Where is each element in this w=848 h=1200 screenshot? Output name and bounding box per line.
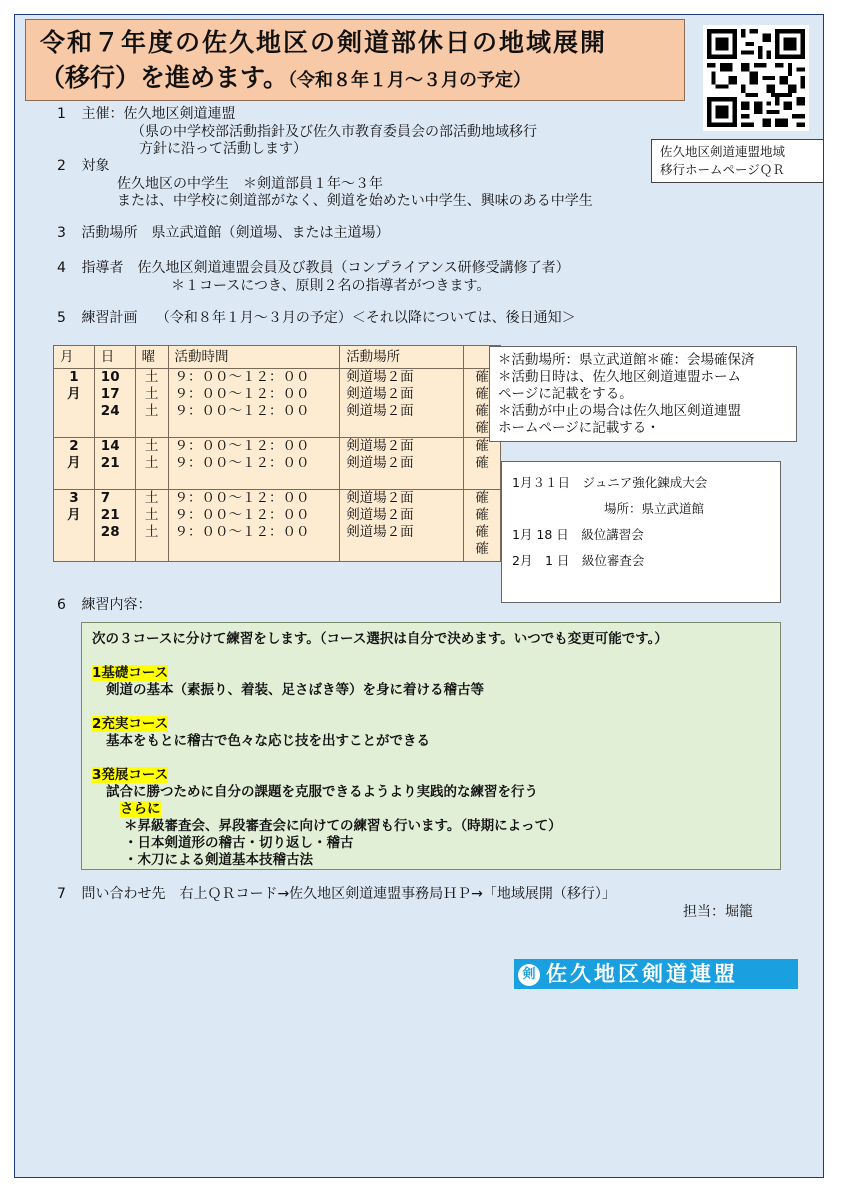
header-place: 活動場所 <box>340 346 464 369</box>
section-7-heading: 7 問い合わせ先 右上ＱＲコード→佐久地区剣道連盟事務局ＨＰ→「地域展開（移行）」 <box>57 886 616 902</box>
course-1-title <box>92 665 770 682</box>
event-3: 2月 1 日 級位審査会 <box>512 553 645 568</box>
section-1-heading: 1 主催：佐久地区剣道連盟 <box>57 106 236 122</box>
time-cell: ９：００〜１２：００ ９：００〜１２：００ <box>168 438 340 490</box>
section-2-heading: 2 対象 <box>57 158 110 174</box>
day-cell: 10 17 24 <box>94 369 135 438</box>
title-line-2-period: （令和８年１月〜３月の予定） <box>288 70 532 91</box>
title-line-1: 令和７年度の佐久地区の剣道部休日の地域展開 <box>40 28 608 57</box>
schedule-table <box>53 345 501 562</box>
header-dow: 曜 <box>135 346 168 369</box>
course-3-title <box>92 767 770 784</box>
month-cell: 2 月 <box>54 438 95 490</box>
dow-cell: 土 土 <box>135 438 168 490</box>
table-row <box>54 369 501 438</box>
course-3-more <box>92 801 770 818</box>
time-cell: ９：００〜１２：００ ９：００〜１２：００ ９：００〜１２：００ <box>168 369 340 438</box>
table-row <box>54 438 501 490</box>
section-5-label: 練習計画 <box>81 310 138 326</box>
schedule-header-row <box>54 346 501 369</box>
event-1: 1月３１日 ジュニア強化錬成大会 <box>512 475 708 490</box>
status-cell: 確 確 確 確 <box>464 369 501 438</box>
course-box <box>81 622 781 870</box>
section-6-label: 練習内容： <box>81 597 152 613</box>
section-2-label: 対象 <box>81 158 110 174</box>
note-line-1: ＊活動場所：県立武道館＊確：会場確保済 <box>498 352 755 368</box>
header-month: 月 <box>54 346 95 369</box>
course-3-more-text: さらに <box>120 801 161 817</box>
logo-text: 佐久地区剣道連盟 <box>546 962 738 986</box>
course-3-item-1: ＊昇級審査会、昇段審査会に向けての練習も行います。（時期によって） <box>124 818 562 834</box>
header-time: 活動時間 <box>168 346 340 369</box>
table-row <box>54 490 501 562</box>
course-1-text: 剣道の基本（素振り、着装、足さばき等）を身に着ける稽古等 <box>106 682 484 698</box>
section-4-heading: 4 指導者 佐久地区剣道連盟会員及び教員（コンプライアンス研修受講修了者） <box>57 260 570 276</box>
place-cell: 剣道場２面 剣道場２面 剣道場２面 <box>340 490 464 562</box>
time-cell: ９：００〜１２：００ ９：００〜１２：００ ９：００〜１２：００ <box>168 490 340 562</box>
qr-code-icon[interactable] <box>703 25 809 131</box>
section-3-text: 県立武道館（剣道場、または主道場） <box>151 225 390 241</box>
section-1-line-2: （県の中学校部活動指針及び佐久市教育委員会の部活動地域移行 <box>131 124 537 140</box>
qr-caption-line-1: 佐久地区剣道連盟地域 <box>660 144 786 159</box>
section-7-label: 問い合わせ先 <box>81 886 166 902</box>
section-5-text: （令和８年１月〜３月の予定）＜それ以降については、後日通知＞ <box>155 310 576 326</box>
note-line-4: ＊活動が中止の場合は佐久地区剣道連盟 <box>498 403 741 419</box>
kendo-emblem-icon: 剣 <box>518 964 540 986</box>
dow-cell: 土 土 土 <box>135 369 168 438</box>
federation-logo <box>514 959 798 989</box>
notes-box <box>489 346 797 442</box>
section-1-line-3: 方針に沿って活動します） <box>139 141 307 157</box>
section-5-heading: 5 練習計画 （令和８年１月〜３月の予定）＜それ以降については、後日通知＞ <box>57 310 576 326</box>
note-line-5: ホームページに記載する・ <box>498 420 660 436</box>
header-day: 日 <box>94 346 135 369</box>
place-cell: 剣道場２面 剣道場２面 <box>340 438 464 490</box>
course-2-text: 基本をもとに稽古で色々な応じ技を出すことができる <box>106 733 430 749</box>
event-1-place: 場所：県立武道館 <box>604 501 705 516</box>
course-2-title-text: 2充実コース <box>92 716 169 732</box>
section-6-heading: 6 練習内容： <box>57 597 152 613</box>
events-box <box>501 461 781 603</box>
title-line-2 <box>40 60 674 99</box>
qr-caption-line-2: 移行ホームページＱＲ <box>660 162 785 177</box>
note-line-3: ページに記載をする。 <box>498 386 633 402</box>
note-line-2: ＊活動日時は、佐久地区剣道連盟ホーム <box>498 369 741 385</box>
month-cell: 3 月 <box>54 490 95 562</box>
course-1-title-text: 1基礎コース <box>92 665 169 681</box>
month-cell: 1 月 <box>54 369 95 438</box>
section-2-line-2: 佐久地区の中学生 ＊剣道部員１年〜３年 <box>117 176 383 192</box>
flyer-page <box>14 14 824 1178</box>
section-2-line-3: または、中学校に剣道部がなく、剣道を始めたい中学生、興味のある中学生 <box>117 193 593 209</box>
course-3-item-2: ・日本剣道形の稽古・切り返し・稽古 <box>124 835 354 851</box>
dow-cell: 土 土 土 <box>135 490 168 562</box>
section-4-line-2: ＊１コースにつき、原則２名の指導者がつきます。 <box>171 278 491 294</box>
section-3-label: 活動場所 <box>81 225 138 241</box>
section-3-heading: 3 活動場所 県立武道館（剣道場、または主道場） <box>57 225 390 241</box>
day-cell: 7 21 28 <box>94 490 135 562</box>
course-intro: 次の３コースに分けて練習をします。（コース選択は自分で決めます。いつでも変更可能です。） <box>92 631 668 647</box>
course-2-title <box>92 716 770 733</box>
status-cell: 確 確 <box>464 438 501 490</box>
day-cell: 14 21 <box>94 438 135 490</box>
title-box <box>25 19 685 101</box>
section-1-label: 主催：佐久地区剣道連盟 <box>81 106 236 122</box>
course-3-title-text: 3発展コース <box>92 767 169 783</box>
title-line-2-main: （移行）を進めます。 <box>40 63 289 92</box>
section-4-text: 佐久地区剣道連盟会員及び教員（コンプライアンス研修受講修了者） <box>137 260 570 276</box>
course-3-text: 試合に勝つために自分の課題を克服できるようより実践的な練習を行う <box>106 784 538 800</box>
status-cell: 確 確 確 確 <box>464 490 501 562</box>
section-4-label: 指導者 <box>81 260 124 276</box>
place-cell: 剣道場２面 剣道場２面 剣道場２面 <box>340 369 464 438</box>
course-3-item-3: ・木刀による剣道基本技稽古法 <box>124 852 313 868</box>
section-7-text: 右上ＱＲコード→佐久地区剣道連盟事務局ＨＰ→「地域展開（移行）」 <box>179 886 616 902</box>
contact-person: 担当：堀籠 <box>683 904 753 920</box>
qr-caption <box>651 139 824 183</box>
event-2: 1月 18 日 級位講習会 <box>512 527 644 542</box>
